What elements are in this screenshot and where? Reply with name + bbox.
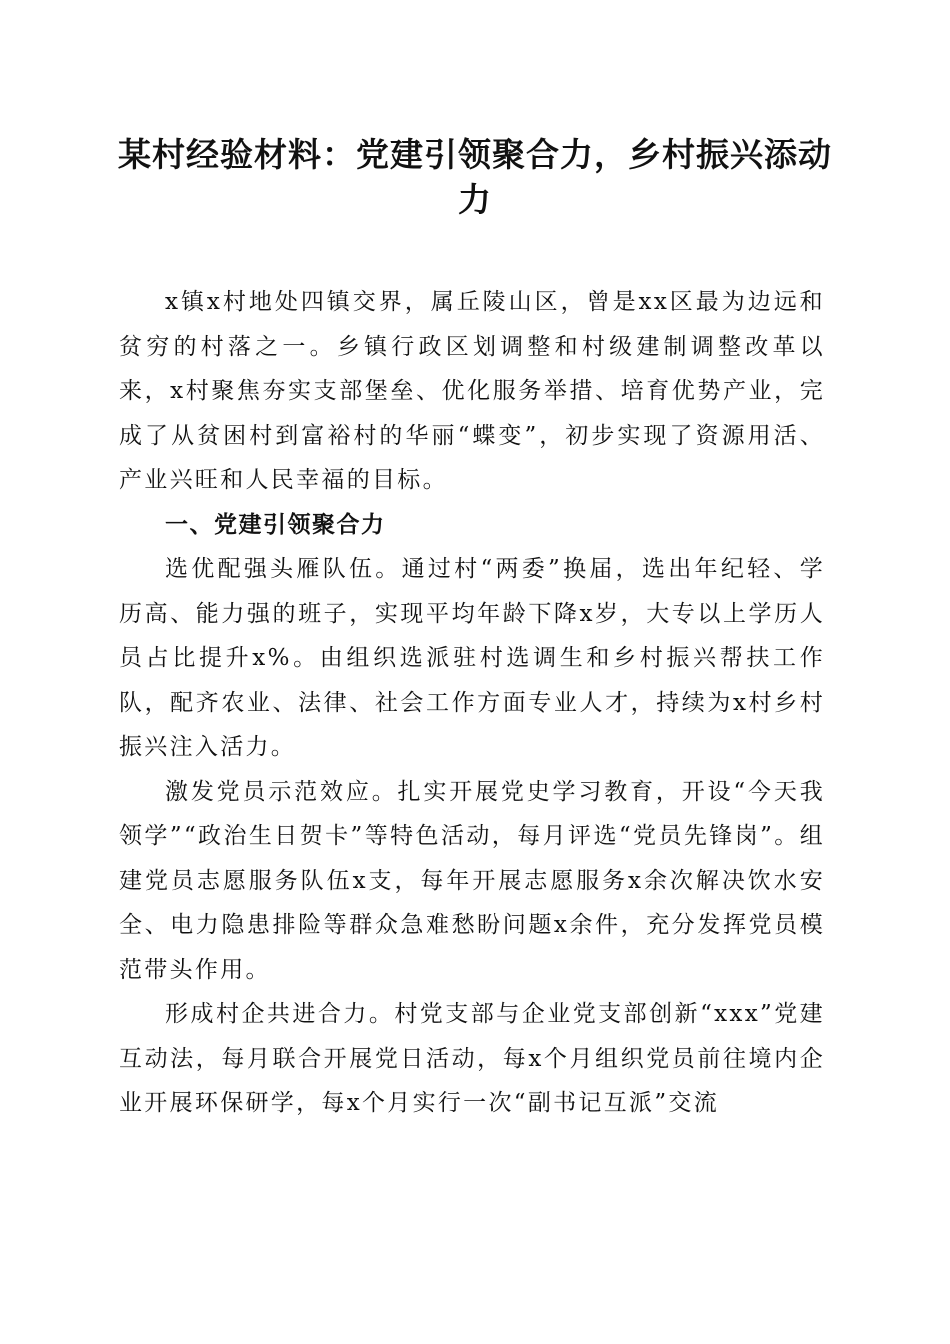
document-body [119,280,825,1126]
document-title: 某村经验材料：党建引领聚合力，乡村振兴添动力 [118,135,832,219]
section1-paragraph-2: 激发党员示范效应。扎实开展党史学习教育，开设“今天我领学”“政治生日贺卡”等特色活动，每月评选“党员先锋岗”。组建党员志愿服务队伍x支，每年开展志愿服务x余次解决饮水安全、电力隐患排险等群众急难愁盼问题x余件，充分发挥党员模范带头作用。 [119,778,825,983]
intro-paragraph: x镇x村地处四镇交界，属丘陵山区，曾是xx区最为边远和贫穷的村落之一。乡镇行政区划调整和村级建制调整改革以来，x村聚焦夯实支部堡垒、优化服务举措、培育优势产业，完成了从贫困村到富裕村的华丽“蝶变”，初步实现了资源用活、产业兴旺和人民幸福的目标。 [119,289,825,493]
section-heading-1: 一、党建引领聚合力 [165,511,386,538]
section1-paragraph-1: 选优配强头雁队伍。通过村“两委”换届，选出年纪轻、学历高、能力强的班子，实现平均年龄下降x岁，大专以上学历人员占比提升x%。由组织选派驻村选调生和乡村振兴帮扶工作队，配齐农业、法律、社会工作方面专业人才，持续为x村乡村振兴注入活力。 [119,556,825,760]
section1-paragraph-3: 形成村企共进合力。村党支部与企业党支部创新“xxx”党建互动法，每月联合开展党日活动，每x个月组织党员前往境内企业开展环保研学，每x个月实行一次“副书记互派”交流 [119,1001,825,1116]
